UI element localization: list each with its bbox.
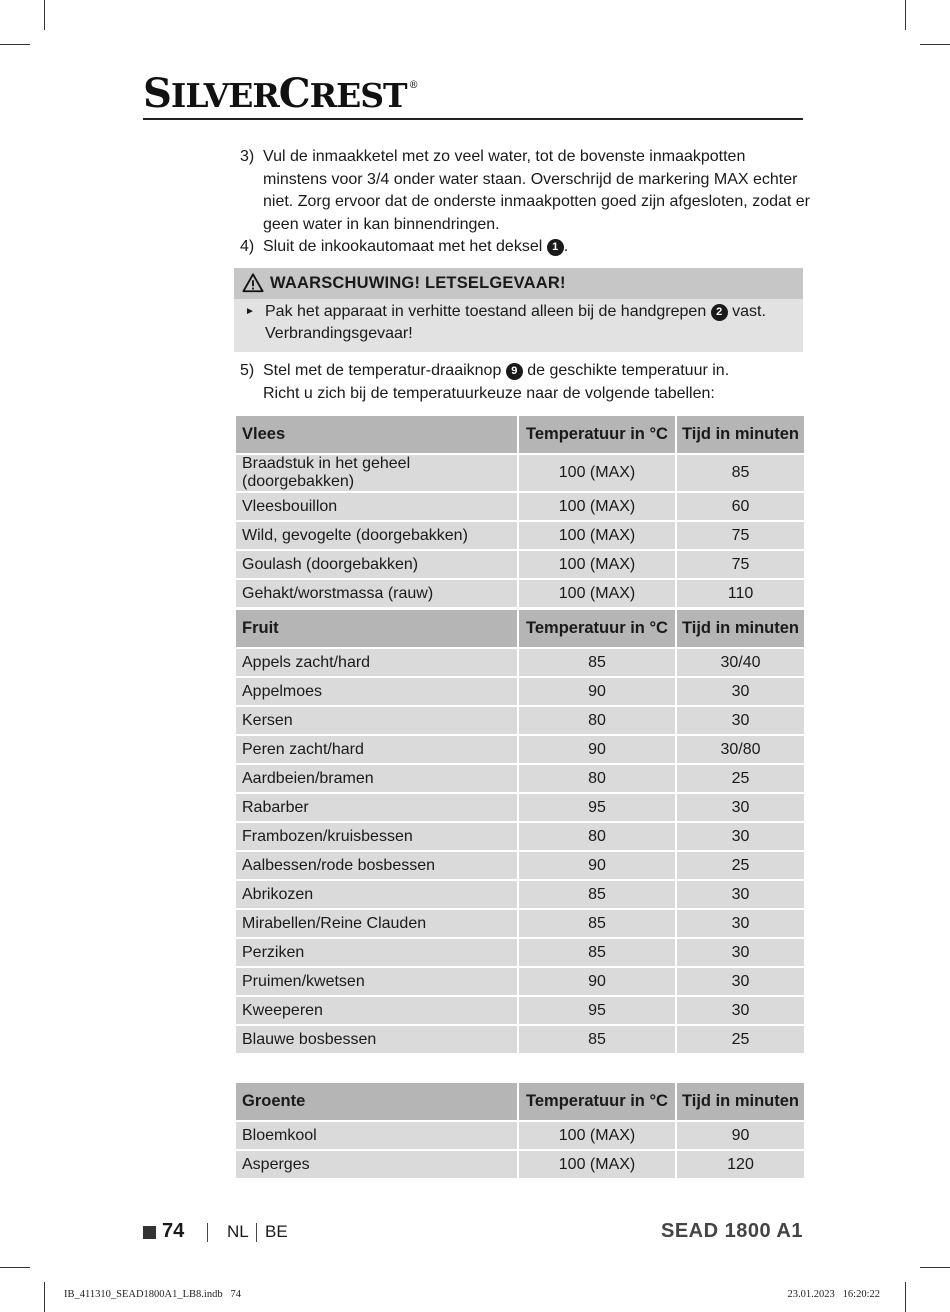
product-cell: Mirabellen/Reine Clauden — [235, 909, 518, 938]
product-cell: Kersen — [235, 706, 518, 735]
table-row — [235, 996, 805, 1025]
table-groente — [234, 1081, 806, 1180]
warning-box — [234, 268, 803, 352]
temperature-cell: 85 — [518, 648, 676, 677]
table-row — [235, 793, 805, 822]
warning-header — [234, 268, 803, 299]
temperature-cell: 85 — [518, 880, 676, 909]
crop-mark — [920, 1267, 950, 1268]
temperature-cell: 80 — [518, 822, 676, 851]
reference-number-badge: 2 — [711, 304, 728, 321]
warning-title: WAARSCHUWING! LETSELGEVAAR! — [270, 274, 566, 292]
product-cell: Peren zacht/hard — [235, 735, 518, 764]
warning-text: Pak het apparaat in verhitte toestand alleen bij de handgrepen 2 vast. Verbrandingsgevaar! — [265, 303, 766, 342]
temperature-cell: 90 — [518, 851, 676, 880]
column-header: Temperatuur in °C — [518, 415, 676, 454]
table-row — [235, 851, 805, 880]
table-row — [235, 454, 805, 492]
step-text: Sluit de inkookautomaat met het deksel 1 . — [263, 238, 569, 255]
table-row — [235, 521, 805, 550]
print-date-info: 23.01.2023 16:20:22 — [787, 1289, 880, 1300]
product-cell: Aardbeien/bramen — [235, 764, 518, 793]
temperature-cell: 100 (MAX) — [518, 454, 676, 492]
time-cell: 60 — [676, 492, 805, 521]
time-cell: 120 — [676, 1150, 805, 1179]
crop-mark — [0, 1267, 30, 1268]
table-row — [235, 579, 805, 608]
table-row — [235, 822, 805, 851]
product-cell: Vleesbouillon — [235, 492, 518, 521]
temperature-cell: 100 (MAX) — [518, 1121, 676, 1150]
step-text: Vul de inmaakketel met zo veel water, tot de bovenste inmaakpotten minstens voor 3/4 onder water staan. Overschrijd de markering MAX echter niet. Zorg ervoor dat de onderste inmaakpotten goed zijn afgesloten, zodat er geen water in kan binnendringen. — [263, 148, 811, 233]
product-cell: Braadstuk in het geheel (doorgebakken) — [235, 454, 518, 492]
temperature-cell: 100 (MAX) — [518, 550, 676, 579]
model-number: SEAD 1800 A1 — [661, 1220, 803, 1242]
table-row — [235, 706, 805, 735]
temperature-cell: 90 — [518, 735, 676, 764]
product-cell: Asperges — [235, 1150, 518, 1179]
time-cell: 90 — [676, 1121, 805, 1150]
table-row — [235, 938, 805, 967]
time-cell: 75 — [676, 550, 805, 579]
time-cell: 30 — [676, 909, 805, 938]
temperature-cell: 95 — [518, 793, 676, 822]
table-row — [235, 550, 805, 579]
crop-mark — [0, 44, 30, 45]
product-cell: Aalbessen/rode bosbessen — [235, 851, 518, 880]
product-cell: Goulash (doorgebakken) — [235, 550, 518, 579]
crop-mark — [905, 1282, 906, 1312]
step-number: 5) — [240, 362, 255, 379]
time-cell: 30 — [676, 880, 805, 909]
step-number: 4) — [240, 238, 255, 255]
temperature-cell: 100 (MAX) — [518, 521, 676, 550]
time-cell: 110 — [676, 579, 805, 608]
table-row — [235, 967, 805, 996]
table-fruit — [234, 608, 806, 1055]
temperature-cell: 80 — [518, 764, 676, 793]
column-header: Groente — [235, 1082, 518, 1121]
column-header: Tijd in minuten — [676, 1082, 805, 1121]
temperature-cell: 100 (MAX) — [518, 579, 676, 608]
table-header-row — [235, 609, 805, 648]
product-cell: Bloemkool — [235, 1121, 518, 1150]
crop-mark — [44, 1282, 45, 1312]
temperature-cell: 90 — [518, 677, 676, 706]
table-row — [235, 880, 805, 909]
table-row — [235, 909, 805, 938]
bullet-arrow-icon: ► — [245, 306, 255, 317]
table-header-row — [235, 415, 805, 454]
time-cell: 30 — [676, 677, 805, 706]
table-row — [235, 648, 805, 677]
table-row — [235, 764, 805, 793]
column-header: Fruit — [235, 609, 518, 648]
reference-number-badge: 9 — [506, 363, 523, 380]
print-file-info: IB_411310_SEAD1800A1_LB8.indb 74 — [64, 1289, 241, 1300]
table-row — [235, 735, 805, 764]
temperature-cell: 80 — [518, 706, 676, 735]
temperature-cell: 90 — [518, 967, 676, 996]
product-cell: Wild, gevogelte (doorgebakken) — [235, 521, 518, 550]
time-cell: 25 — [676, 764, 805, 793]
table-header-row — [235, 1082, 805, 1121]
time-cell: 30 — [676, 822, 805, 851]
step-number: 3) — [240, 148, 255, 165]
column-header: Temperatuur in °C — [518, 1082, 676, 1121]
product-cell: Abrikozen — [235, 880, 518, 909]
temperature-cell: 85 — [518, 1025, 676, 1054]
table-row — [235, 492, 805, 521]
table-row — [235, 1150, 805, 1179]
product-cell: Appels zacht/hard — [235, 648, 518, 677]
reference-number-badge: 1 — [547, 239, 564, 256]
time-cell: 30/80 — [676, 735, 805, 764]
product-cell: Perziken — [235, 938, 518, 967]
product-cell: Frambozen/kruisbessen — [235, 822, 518, 851]
temperature-cell: 85 — [518, 938, 676, 967]
footer-separator — [207, 1223, 208, 1242]
product-cell: Blauwe bosbessen — [235, 1025, 518, 1054]
table-row — [235, 677, 805, 706]
step-text: Stel met de temperatur-draaiknop 9 de geschikte temperatuur in. Richt u zich bij de temperatuurkeuze naar de volgende tabellen: — [263, 362, 730, 402]
product-cell: Rabarber — [235, 793, 518, 822]
temperature-cell: 100 (MAX) — [518, 1150, 676, 1179]
column-header: Tijd in minuten — [676, 609, 805, 648]
column-header: Tijd in minuten — [676, 415, 805, 454]
page-marker-square — [143, 1226, 156, 1239]
crop-mark — [920, 44, 950, 45]
warning-triangle-icon — [242, 272, 264, 294]
temperature-cell: 85 — [518, 909, 676, 938]
language-be: BE — [265, 1222, 288, 1241]
header-rule — [143, 118, 803, 120]
column-header: Vlees — [235, 415, 518, 454]
product-cell: Kweeperen — [235, 996, 518, 1025]
page-number: 74 — [162, 1220, 185, 1242]
time-cell: 75 — [676, 521, 805, 550]
column-header: Temperatuur in °C — [518, 609, 676, 648]
time-cell: 85 — [676, 454, 805, 492]
time-cell: 30 — [676, 967, 805, 996]
table-row — [235, 1025, 805, 1054]
time-cell: 30 — [676, 793, 805, 822]
time-cell: 30 — [676, 938, 805, 967]
product-cell: Pruimen/kwetsen — [235, 967, 518, 996]
table-row — [235, 1121, 805, 1150]
time-cell: 30 — [676, 996, 805, 1025]
time-cell: 30/40 — [676, 648, 805, 677]
time-cell: 25 — [676, 851, 805, 880]
temperature-cell: 100 (MAX) — [518, 492, 676, 521]
crop-mark — [44, 0, 45, 30]
brand-logo: SILVERCREST ® — [143, 70, 418, 117]
temperature-cell: 95 — [518, 996, 676, 1025]
crop-mark — [905, 0, 906, 30]
table-vlees — [234, 414, 806, 609]
product-cell: Gehakt/worstmassa (rauw) — [235, 579, 518, 608]
footer-separator — [256, 1223, 257, 1242]
language-nl: NL — [227, 1222, 249, 1241]
time-cell: 30 — [676, 706, 805, 735]
product-cell: Appelmoes — [235, 677, 518, 706]
time-cell: 25 — [676, 1025, 805, 1054]
